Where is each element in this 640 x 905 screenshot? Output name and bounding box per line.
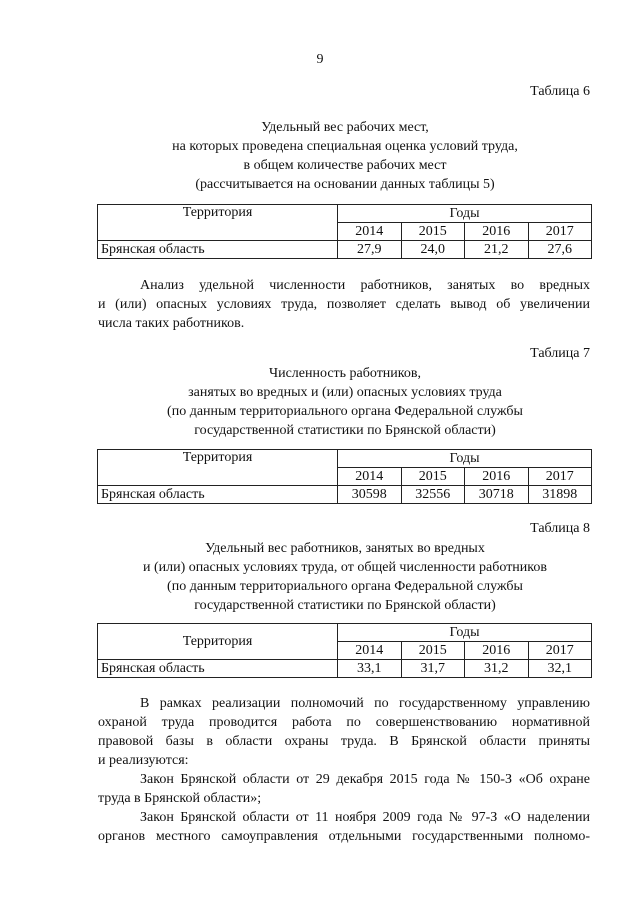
table8-title xyxy=(95,539,595,615)
table6-year: 2016 xyxy=(465,223,529,241)
table7-title xyxy=(95,364,595,440)
page-number: 9 xyxy=(316,52,324,67)
table8-year: 2017 xyxy=(528,642,592,660)
table7-title-line: государственной статистики по Брянской области) xyxy=(194,423,496,438)
table6-title-line: в общем количестве рабочих мест xyxy=(243,158,447,173)
table7-year: 2016 xyxy=(465,468,529,486)
table6-year: 2015 xyxy=(401,223,465,241)
paragraph-line: В рамках реализации полномочий по государственному управлению xyxy=(140,696,590,711)
body-paragraph xyxy=(98,694,590,846)
table7-region: Брянская область xyxy=(98,486,338,504)
table6-header-years: Годы xyxy=(338,205,592,223)
table7-header-territory: Территория xyxy=(98,450,338,486)
paragraph-line: правовой базы в области охраны труда. В Брянской области приняты xyxy=(98,734,590,749)
table6-title-line: (рассчитывается на основании данных таблицы 5) xyxy=(195,177,495,192)
table6-value: 21,2 xyxy=(465,241,529,259)
table8-header-territory: Территория xyxy=(98,624,338,660)
table8-year: 2016 xyxy=(465,642,529,660)
paragraph-line: числа таких работников. xyxy=(98,316,245,331)
table6-value: 27,9 xyxy=(338,241,402,259)
table6 xyxy=(97,204,592,259)
table7-title-line: Численность работников, xyxy=(268,366,421,381)
table8-title-line: Удельный вес работников, занятых во вредных xyxy=(205,541,485,556)
table7 xyxy=(97,449,592,504)
table8-value: 31,7 xyxy=(401,660,465,678)
table6-title-line: Удельный вес рабочих мест, xyxy=(261,120,429,135)
table7-title-line: занятых во вредных и (или) опасных условиях труда xyxy=(188,385,502,400)
table8-value: 33,1 xyxy=(338,660,402,678)
paragraph-line: и реализуются: xyxy=(98,753,189,768)
paragraph-line: Закон Брянской области от 29 декабря 2015 года № 150-З «Об охране xyxy=(140,772,590,787)
table6-year: 2017 xyxy=(528,223,592,241)
table7-value: 31898 xyxy=(528,486,592,504)
table6-title-line: на которых проведена специальная оценка условий труда, xyxy=(172,139,518,154)
table7-year: 2014 xyxy=(338,468,402,486)
table8-value: 32,1 xyxy=(528,660,592,678)
table8-title-line: государственной статистики по Брянской области) xyxy=(194,598,496,613)
paragraph-line: и (или) опасных условиях труда, позволяет сделать вывод об увеличении xyxy=(98,297,590,312)
table8-region: Брянская область xyxy=(98,660,338,678)
table7-value: 30718 xyxy=(465,486,529,504)
table7-year: 2015 xyxy=(401,468,465,486)
table8-header-years: Годы xyxy=(338,624,592,642)
table8-value: 31,2 xyxy=(465,660,529,678)
table6-region: Брянская область xyxy=(98,241,338,259)
table6-title xyxy=(95,118,595,194)
paragraph-line: Анализ удельной численности работников, занятых во вредных xyxy=(140,278,590,293)
analysis-paragraph xyxy=(98,276,590,333)
table7-value: 32556 xyxy=(401,486,465,504)
table8-year: 2014 xyxy=(338,642,402,660)
table7-title-line: (по данным территориального органа Федеральной службы xyxy=(167,404,523,419)
table8-title-line: (по данным территориального органа Федеральной службы xyxy=(167,579,523,594)
table8 xyxy=(97,623,592,678)
table8-title-line: и (или) опасных условиях труда, от общей численности работников xyxy=(142,560,547,575)
paragraph-line: Закон Брянской области от 11 ноября 2009 года № 97-З «О наделении xyxy=(140,810,590,825)
paragraph-line: органов местного самоуправления отдельными государственными полномо- xyxy=(98,829,590,844)
table6-year: 2014 xyxy=(338,223,402,241)
table6-header-territory: Территория xyxy=(98,205,338,241)
table8-year: 2015 xyxy=(401,642,465,660)
paragraph-line: охраной труда проводится работа по совершенствованию нормативной xyxy=(98,715,590,730)
table8-label: Таблица 8 xyxy=(530,521,590,536)
table7-value: 30598 xyxy=(338,486,402,504)
table7-year: 2017 xyxy=(528,468,592,486)
table7-header-years: Годы xyxy=(338,450,592,468)
table7-label: Таблица 7 xyxy=(530,346,590,361)
table6-value: 27,6 xyxy=(528,241,592,259)
table6-label: Таблица 6 xyxy=(530,84,590,99)
table6-value: 24,0 xyxy=(401,241,465,259)
paragraph-line: труда в Брянской области»; xyxy=(98,791,262,806)
